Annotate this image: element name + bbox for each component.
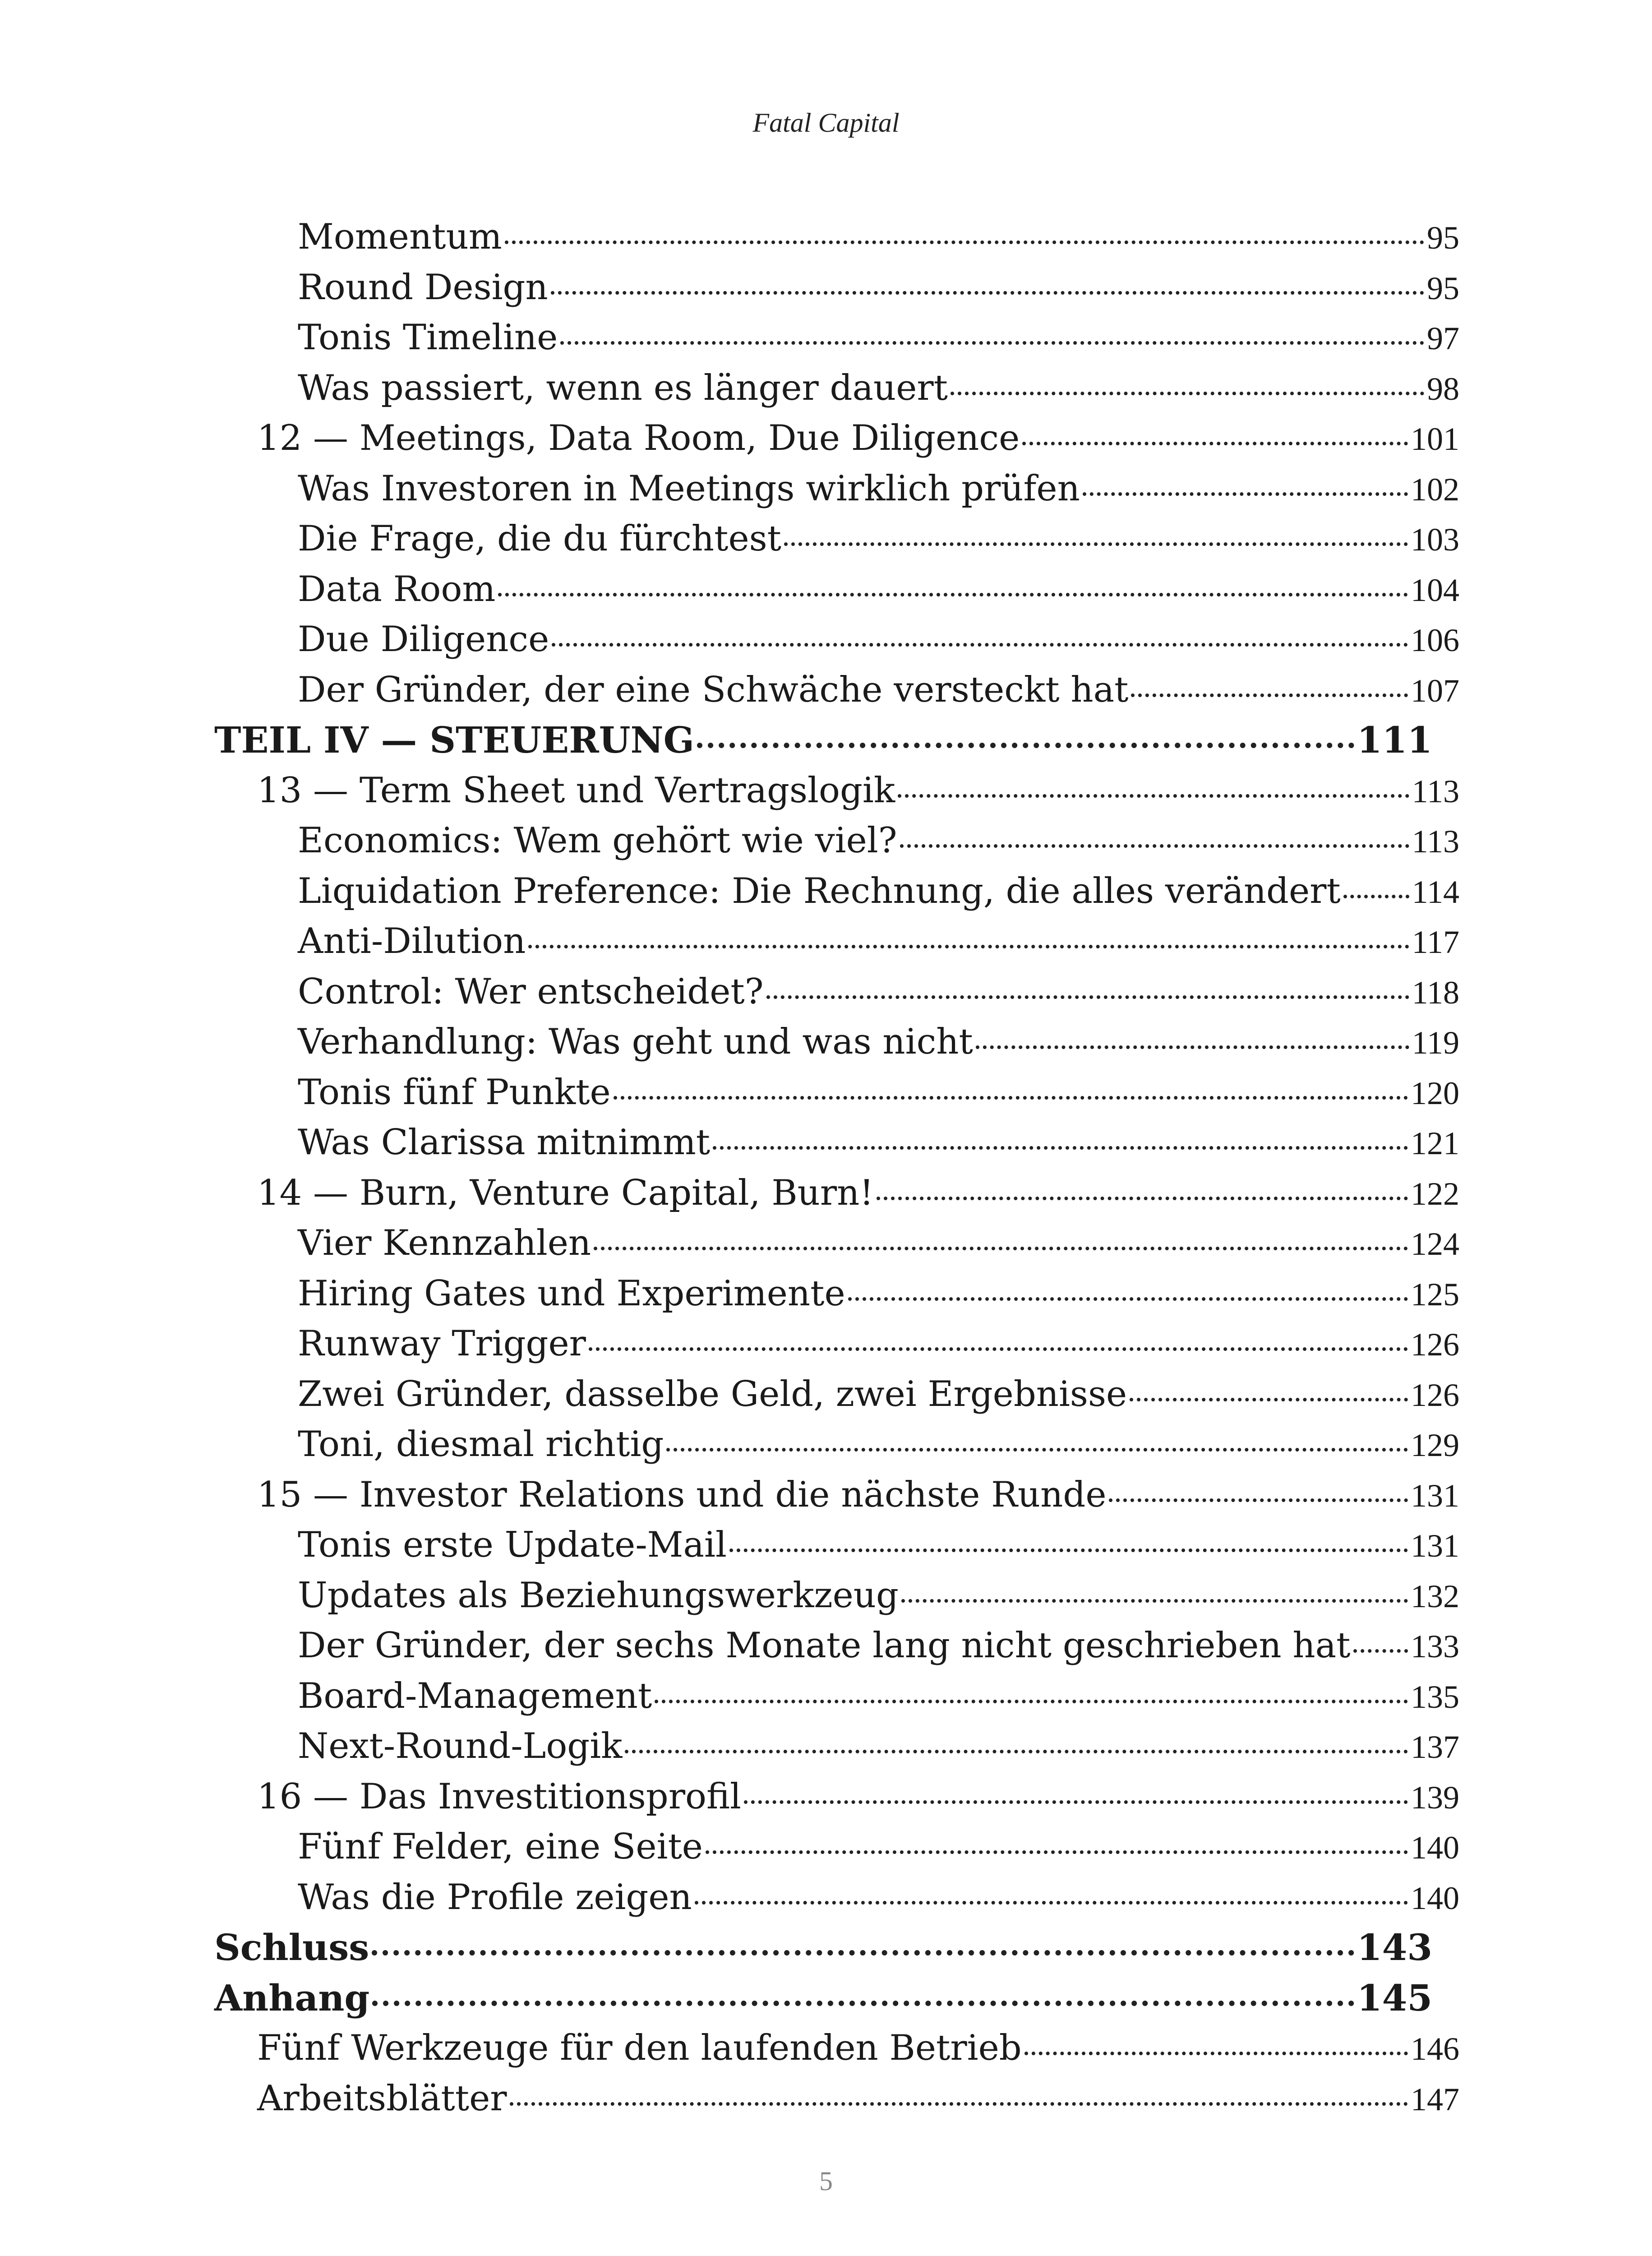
toc-entry-title: Fünf Werkzeuge für den laufenden Betrieb — [257, 2028, 1022, 2068]
toc-dot-leader — [594, 1247, 1408, 1250]
toc-entry-page: 101 — [1411, 421, 1459, 457]
toc-entry-title: Next-Round-Logik — [298, 1726, 623, 1766]
toc-entry-page: 103 — [1411, 522, 1459, 558]
toc-section-entry[interactable] — [214, 1621, 1459, 1671]
toc-section-entry[interactable] — [214, 1520, 1459, 1571]
toc-entry-title: Was die Profile zeigen — [298, 1877, 692, 1918]
toc-entry-title: Liquidation Preference: Die Rechnung, die alles verändert — [298, 870, 1341, 911]
toc-dot-leader — [551, 291, 1424, 295]
toc-entry-title: Zwei Gründer, dasselbe Geld, zwei Ergebnisse — [298, 1373, 1127, 1415]
toc-dot-leader — [1083, 492, 1408, 496]
toc-chapter-entry[interactable] — [214, 2023, 1459, 2074]
toc-dot-leader — [589, 1347, 1408, 1351]
toc-dot-leader — [697, 743, 1354, 748]
toc-chapter-entry[interactable] — [214, 413, 1459, 464]
toc-section-entry[interactable] — [214, 313, 1459, 363]
toc-entry-title: 13 — Term Sheet und Vertragslogik — [257, 770, 895, 811]
toc-entry-page: 122 — [1411, 1175, 1459, 1212]
toc-dot-leader — [901, 1599, 1408, 1603]
toc-entry-page: 140 — [1411, 1830, 1459, 1866]
toc-entry-page: 114 — [1412, 874, 1459, 910]
toc-entry-title: Board-Management — [298, 1675, 652, 1716]
toc-section-entry[interactable] — [214, 866, 1459, 917]
toc-chapter-entry[interactable] — [214, 1168, 1459, 1219]
toc-entry-title: Der Gründer, der sechs Monate lang nicht geschrieben hat — [298, 1625, 1351, 1666]
toc-section-entry[interactable] — [214, 816, 1459, 866]
toc-entry-title: Tonis erste Update-Mail — [298, 1525, 727, 1565]
toc-dot-leader — [1024, 2052, 1408, 2055]
toc-dot-leader — [1109, 1498, 1408, 1502]
toc-dot-leader — [744, 1800, 1408, 1804]
toc-section-entry[interactable] — [214, 212, 1459, 263]
toc-entry-title: Momentum — [298, 217, 502, 257]
toc-entry-title: Tonis Timeline — [298, 317, 558, 358]
toc-entry-page: 132 — [1411, 1578, 1459, 1614]
toc-entry-page: 102 — [1411, 471, 1459, 508]
toc-part-entry[interactable] — [214, 1923, 1459, 1973]
toc-section-entry[interactable] — [214, 1369, 1459, 1420]
toc-section-entry[interactable] — [214, 514, 1459, 564]
toc-entry-page: 117 — [1412, 924, 1459, 960]
toc-entry-page: 126 — [1411, 1377, 1459, 1413]
toc-dot-leader — [655, 1700, 1408, 1703]
toc-entry-page: 120 — [1411, 1075, 1459, 1111]
toc-entry-page: 147 — [1411, 2081, 1459, 2117]
toc-dot-leader — [900, 844, 1409, 848]
toc-section-entry[interactable] — [214, 1068, 1459, 1118]
toc-dot-leader — [510, 2102, 1408, 2106]
toc-entry-page: 97 — [1427, 320, 1459, 356]
toc-section-entry[interactable] — [214, 1721, 1459, 1772]
toc-section-entry[interactable] — [214, 615, 1459, 665]
toc-section-entry[interactable] — [214, 1872, 1459, 1923]
toc-entry-title: Toni, diesmal richtig — [298, 1424, 664, 1465]
toc-section-entry[interactable] — [214, 464, 1459, 514]
toc-section-entry[interactable] — [214, 1419, 1459, 1470]
toc-entry-page: 121 — [1411, 1125, 1459, 1161]
toc-section-entry[interactable] — [214, 564, 1459, 615]
toc-entry-page: 145 — [1357, 1976, 1432, 2019]
toc-section-entry[interactable] — [214, 1319, 1459, 1369]
toc-section-entry[interactable] — [214, 1218, 1459, 1269]
toc-dot-leader — [848, 1297, 1408, 1301]
toc-entry-page: 131 — [1411, 1528, 1459, 1564]
toc-entry-page: 135 — [1411, 1678, 1459, 1715]
toc-entry-page: 124 — [1411, 1226, 1459, 1262]
toc-section-entry[interactable] — [214, 665, 1459, 716]
toc-dot-leader — [1022, 442, 1408, 445]
toc-section-entry[interactable] — [214, 1269, 1459, 1319]
toc-section-entry[interactable] — [214, 1822, 1459, 1872]
toc-entry-page: 111 — [1357, 719, 1432, 761]
toc-section-entry[interactable] — [214, 1118, 1459, 1168]
toc-chapter-entry[interactable] — [214, 1772, 1459, 1822]
toc-entry-page: 104 — [1411, 572, 1459, 608]
toc-entry-page: 129 — [1411, 1427, 1459, 1463]
toc-dot-leader — [1130, 1398, 1408, 1401]
toc-dot-leader — [372, 1950, 1354, 1956]
toc-entry-page: 140 — [1411, 1880, 1459, 1916]
toc-entry-title: TEIL IV — STEUERUNG — [214, 719, 694, 761]
toc-section-entry[interactable] — [214, 916, 1459, 967]
toc-entry-page: 131 — [1411, 1477, 1459, 1514]
toc-entry-title: 16 — Das Investitionsprofil — [257, 1776, 741, 1817]
toc-entry-title: Schluss — [214, 1926, 369, 1969]
toc-part-entry[interactable] — [214, 715, 1459, 766]
toc-dot-leader — [528, 945, 1409, 948]
toc-entry-page: 125 — [1411, 1276, 1459, 1313]
toc-dot-leader — [766, 995, 1409, 999]
toc-entry-page: 98 — [1427, 370, 1459, 407]
toc-entry-page: 113 — [1412, 823, 1459, 860]
toc-entry-page: 95 — [1427, 220, 1459, 256]
toc-dot-leader — [898, 794, 1409, 798]
toc-entry-page: 133 — [1411, 1628, 1459, 1664]
toc-entry-title: Updates als Beziehungswerkzeug — [298, 1575, 899, 1616]
toc-section-entry[interactable] — [214, 967, 1459, 1017]
toc-dot-leader — [706, 1850, 1408, 1854]
toc-dot-leader — [695, 1901, 1408, 1905]
toc-section-entry[interactable] — [214, 1671, 1459, 1722]
toc-entry-title: Was Investoren in Meetings wirklich prüfen — [298, 468, 1080, 509]
toc-entry-title: Die Frage, die du fürchtest — [298, 518, 782, 559]
toc-entry-title: Vier Kennzahlen — [298, 1223, 591, 1263]
toc-section-entry[interactable] — [214, 363, 1459, 414]
toc-dot-leader — [625, 1750, 1408, 1753]
toc-entry-title: Fünf Felder, eine Seite — [298, 1826, 703, 1867]
toc-entry-page: 126 — [1411, 1327, 1459, 1363]
toc-entry-page: 139 — [1411, 1779, 1459, 1816]
toc-entry-title: Runway Trigger — [298, 1323, 586, 1364]
toc-entry-title: Hiring Gates und Experimente — [298, 1273, 845, 1314]
toc-entry-page: 119 — [1412, 1025, 1459, 1061]
toc-section-entry[interactable] — [214, 1571, 1459, 1621]
toc-chapter-entry[interactable] — [214, 766, 1459, 816]
toc-part-entry[interactable] — [214, 1973, 1459, 2024]
toc-entry-title: Due Diligence — [298, 619, 549, 660]
toc-entry-page: 137 — [1411, 1729, 1459, 1765]
toc-entry-title: Data Room — [298, 569, 496, 610]
toc-dot-leader — [560, 341, 1424, 345]
toc-entry-title: 15 — Investor Relations und die nächste Runde — [257, 1474, 1107, 1515]
toc-dot-leader — [1343, 895, 1409, 898]
toc-entry-title: Arbeitsblätter — [257, 2078, 507, 2119]
toc-entry-title: Was Clarissa mitnimmt — [298, 1122, 711, 1163]
toc-entry-title: Control: Wer entscheidet? — [298, 971, 764, 1012]
toc-entry-page: 118 — [1412, 974, 1459, 1011]
toc-section-entry[interactable] — [214, 263, 1459, 313]
toc-entry-title: 12 — Meetings, Data Room, Due Diligence — [257, 418, 1020, 458]
toc-entry-title: Der Gründer, der eine Schwäche versteckt hat — [298, 669, 1129, 710]
toc-entry-page: 143 — [1357, 1926, 1432, 1969]
toc-entry-title: Anhang — [214, 1976, 370, 2019]
toc-entry-title: Was passiert, wenn es länger dauert — [298, 367, 948, 408]
toc-dot-leader — [729, 1549, 1408, 1552]
table-of-contents — [214, 212, 1459, 2124]
toc-entry-page: 106 — [1411, 622, 1459, 658]
running-head: Fatal Capital — [752, 108, 900, 138]
toc-section-entry[interactable] — [214, 1017, 1459, 1068]
toc-entry-page: 95 — [1427, 270, 1459, 306]
toc-entry-title: Round Design — [298, 267, 548, 308]
toc-dot-leader — [498, 593, 1408, 596]
toc-dot-leader — [951, 392, 1424, 395]
toc-entry-page: 113 — [1412, 773, 1459, 809]
toc-chapter-entry[interactable] — [214, 1470, 1459, 1521]
toc-dot-leader — [713, 1146, 1408, 1150]
toc-dot-leader — [552, 643, 1408, 647]
toc-entry-title: Verhandlung: Was geht und was nicht — [298, 1022, 973, 1062]
toc-dot-leader — [614, 1096, 1408, 1100]
toc-entry-title: Economics: Wem gehört wie viel? — [298, 820, 897, 861]
toc-entry-title: 14 — Burn, Venture Capital, Burn! — [257, 1172, 874, 1213]
toc-dot-leader — [877, 1197, 1408, 1200]
page-number: 5 — [819, 2166, 833, 2196]
toc-dot-leader — [784, 542, 1408, 546]
toc-entry-page: 146 — [1411, 2031, 1459, 2067]
toc-dot-leader — [666, 1448, 1408, 1452]
toc-entry-title: Anti-Dilution — [298, 921, 526, 962]
toc-dot-leader — [505, 240, 1424, 244]
toc-entry-title: Tonis fünf Punkte — [298, 1072, 611, 1113]
toc-chapter-entry[interactable] — [214, 2074, 1459, 2124]
toc-dot-leader — [372, 2001, 1354, 2006]
toc-entry-page: 107 — [1411, 672, 1459, 709]
toc-dot-leader — [976, 1045, 1409, 1049]
toc-dot-leader — [1131, 693, 1408, 697]
toc-dot-leader — [1353, 1649, 1408, 1653]
